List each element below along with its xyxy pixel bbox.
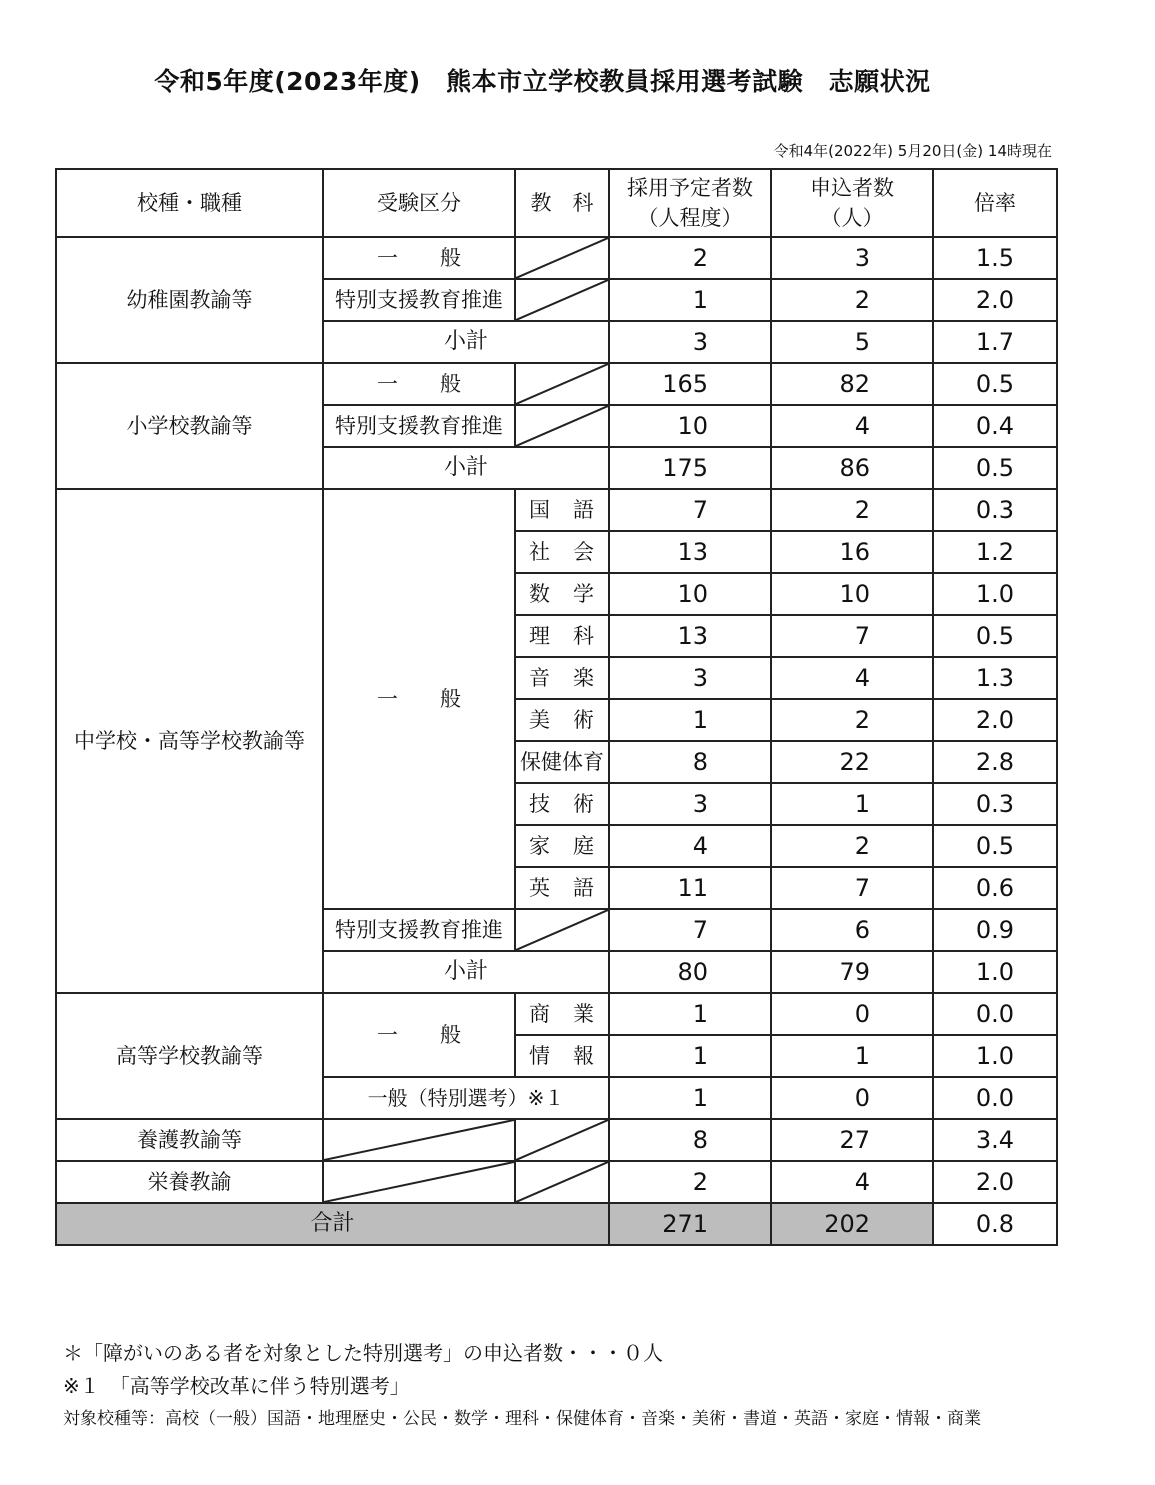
applicants-cell: 1	[771, 783, 933, 825]
header-applicants-line2: （人）	[820, 206, 884, 230]
kubun-cell: 特別支援教育推進	[323, 909, 515, 951]
rate-cell: 0.5	[933, 825, 1057, 867]
applicants-cell: 2	[771, 279, 933, 321]
applicants-cell: 0	[771, 993, 933, 1035]
applicants-cell: 2	[771, 489, 933, 531]
subject-cell: 情 報	[515, 1035, 609, 1077]
school-nutrition: 栄養教諭	[56, 1161, 323, 1203]
planned-cell: 3	[609, 783, 771, 825]
kubun-cell: 一 般	[323, 363, 515, 405]
planned-cell: 2	[609, 237, 771, 279]
page-title: 令和5年度(2023年度) 熊本市立学校教員採用選考試験 志願状況	[154, 67, 931, 96]
planned-cell: 13	[609, 615, 771, 657]
subtotal-label: 小計	[323, 951, 609, 993]
rate-cell: 1.7	[933, 321, 1057, 363]
applicants-cell: 4	[771, 657, 933, 699]
subject-cell: 理 科	[515, 615, 609, 657]
subject-cell: 数 学	[515, 573, 609, 615]
applicants-cell: 3	[771, 237, 933, 279]
table-row	[56, 993, 1057, 1035]
header-applicants	[771, 169, 933, 237]
planned-cell: 1	[609, 1077, 771, 1119]
subject-cell: 家 庭	[515, 825, 609, 867]
subtotal-label: 小計	[323, 447, 609, 489]
applicants-cell: 2	[771, 699, 933, 741]
applicants-cell: 4	[771, 1161, 933, 1203]
note-special-selection-count: ＊「障がいのある者を対象とした特別選考」の申込者数・・・０人	[63, 1341, 663, 1365]
planned-cell: 4	[609, 825, 771, 867]
header-subject: 教 科	[515, 169, 609, 237]
header-planned-line1: 採用予定者数	[627, 176, 753, 200]
applicants-cell: 22	[771, 741, 933, 783]
subject-cell: 技 術	[515, 783, 609, 825]
planned-cell: 7	[609, 489, 771, 531]
rate-cell: 0.3	[933, 489, 1057, 531]
header-rate: 倍率	[933, 169, 1057, 237]
planned-cell: 7	[609, 909, 771, 951]
total-applicants: 202	[771, 1203, 933, 1245]
applicants-cell: 2	[771, 825, 933, 867]
planned-cell: 1	[609, 1035, 771, 1077]
planned-cell: 13	[609, 531, 771, 573]
planned-cell: 1	[609, 993, 771, 1035]
table-row	[56, 363, 1057, 405]
rate-cell: 1.3	[933, 657, 1057, 699]
table-row	[56, 237, 1057, 279]
planned-cell: 8	[609, 741, 771, 783]
rate-cell: 0.4	[933, 405, 1057, 447]
table-row	[56, 489, 1057, 531]
special-selection-label: 一般（特別選考）※１	[323, 1077, 609, 1119]
school-kindergarten: 幼稚園教諭等	[56, 237, 323, 363]
footnotes	[63, 1337, 981, 1436]
applicants-cell: 5	[771, 321, 933, 363]
kubun-cell: 一 般	[323, 237, 515, 279]
rate-cell: 0.6	[933, 867, 1057, 909]
subtotal-label: 小計	[323, 321, 609, 363]
empty-cell	[515, 237, 609, 279]
subject-cell: 美 術	[515, 699, 609, 741]
header-kubun: 受験区分	[323, 169, 515, 237]
planned-cell: 3	[609, 321, 771, 363]
subject-cell: 社 会	[515, 531, 609, 573]
applicants-cell: 4	[771, 405, 933, 447]
rate-cell: 2.0	[933, 279, 1057, 321]
rate-cell: 0.3	[933, 783, 1057, 825]
rate-cell: 3.4	[933, 1119, 1057, 1161]
applicants-cell: 1	[771, 1035, 933, 1077]
planned-cell: 8	[609, 1119, 771, 1161]
planned-cell: 3	[609, 657, 771, 699]
empty-cell	[515, 1161, 609, 1203]
subject-cell: 商 業	[515, 993, 609, 1035]
note-target-subjects: 対象校種等：高校（一般）国語・地理歴史・公民・数学・理科・保健体育・音楽・美術・書道・英語・家庭・情報・商業	[63, 1409, 981, 1429]
kubun-cell: 特別支援教育推進	[323, 405, 515, 447]
header-row	[56, 169, 1057, 237]
rate-cell: 2.0	[933, 699, 1057, 741]
rate-cell: 0.5	[933, 615, 1057, 657]
applicants-cell: 86	[771, 447, 933, 489]
empty-cell	[515, 363, 609, 405]
kubun-cell: 一 般	[323, 993, 515, 1077]
applicants-cell: 0	[771, 1077, 933, 1119]
empty-cell	[515, 405, 609, 447]
rate-cell: 0.5	[933, 447, 1057, 489]
empty-cell	[323, 1119, 515, 1161]
note-high-school-reform: ※１ 「高等学校改革に伴う特別選考」	[63, 1374, 410, 1398]
applicants-cell: 79	[771, 951, 933, 993]
planned-cell: 10	[609, 573, 771, 615]
rate-cell: 0.5	[933, 363, 1057, 405]
planned-cell: 1	[609, 279, 771, 321]
header-school: 校種・職種	[56, 169, 323, 237]
school-middle-high: 中学校・高等学校教諭等	[56, 489, 323, 993]
header-planned-line2: （人程度）	[637, 206, 743, 230]
subject-cell: 国 語	[515, 489, 609, 531]
applications-table	[55, 168, 1058, 1246]
applicants-cell: 16	[771, 531, 933, 573]
school-elementary: 小学校教諭等	[56, 363, 323, 489]
planned-cell: 1	[609, 699, 771, 741]
rate-cell: 1.5	[933, 237, 1057, 279]
rate-cell: 1.0	[933, 951, 1057, 993]
subject-cell: 英 語	[515, 867, 609, 909]
subject-cell: 保健体育	[515, 741, 609, 783]
empty-cell	[515, 279, 609, 321]
subject-cell: 音 楽	[515, 657, 609, 699]
applicants-cell: 10	[771, 573, 933, 615]
as-of-date: 令和4年(2022年) 5月20日(金) 14時現在	[773, 142, 1052, 160]
planned-cell: 2	[609, 1161, 771, 1203]
empty-cell	[515, 1119, 609, 1161]
school-high: 高等学校教諭等	[56, 993, 323, 1119]
header-planned	[609, 169, 771, 237]
rate-cell: 1.0	[933, 573, 1057, 615]
kubun-cell: 一 般	[323, 489, 515, 909]
planned-cell: 175	[609, 447, 771, 489]
rate-cell: 2.8	[933, 741, 1057, 783]
planned-cell: 10	[609, 405, 771, 447]
applicants-cell: 27	[771, 1119, 933, 1161]
rate-cell: 1.2	[933, 531, 1057, 573]
rate-cell: 2.0	[933, 1161, 1057, 1203]
planned-cell: 80	[609, 951, 771, 993]
table-row	[56, 1119, 1057, 1161]
empty-cell	[515, 909, 609, 951]
rate-cell: 0.9	[933, 909, 1057, 951]
planned-cell: 11	[609, 867, 771, 909]
total-planned: 271	[609, 1203, 771, 1245]
empty-cell	[323, 1161, 515, 1203]
kubun-cell: 特別支援教育推進	[323, 279, 515, 321]
total-label: 合計	[56, 1203, 609, 1245]
applicants-cell: 6	[771, 909, 933, 951]
total-row	[56, 1203, 1057, 1245]
rate-cell: 1.0	[933, 1035, 1057, 1077]
rate-cell: 0.0	[933, 1077, 1057, 1119]
applicants-cell: 82	[771, 363, 933, 405]
applicants-cell: 7	[771, 615, 933, 657]
school-nurse: 養護教諭等	[56, 1119, 323, 1161]
rate-cell: 0.0	[933, 993, 1057, 1035]
header-applicants-line1: 申込者数	[810, 176, 894, 200]
table-row	[56, 1161, 1057, 1203]
planned-cell: 165	[609, 363, 771, 405]
applicants-cell: 7	[771, 867, 933, 909]
total-rate: 0.8	[933, 1203, 1057, 1245]
